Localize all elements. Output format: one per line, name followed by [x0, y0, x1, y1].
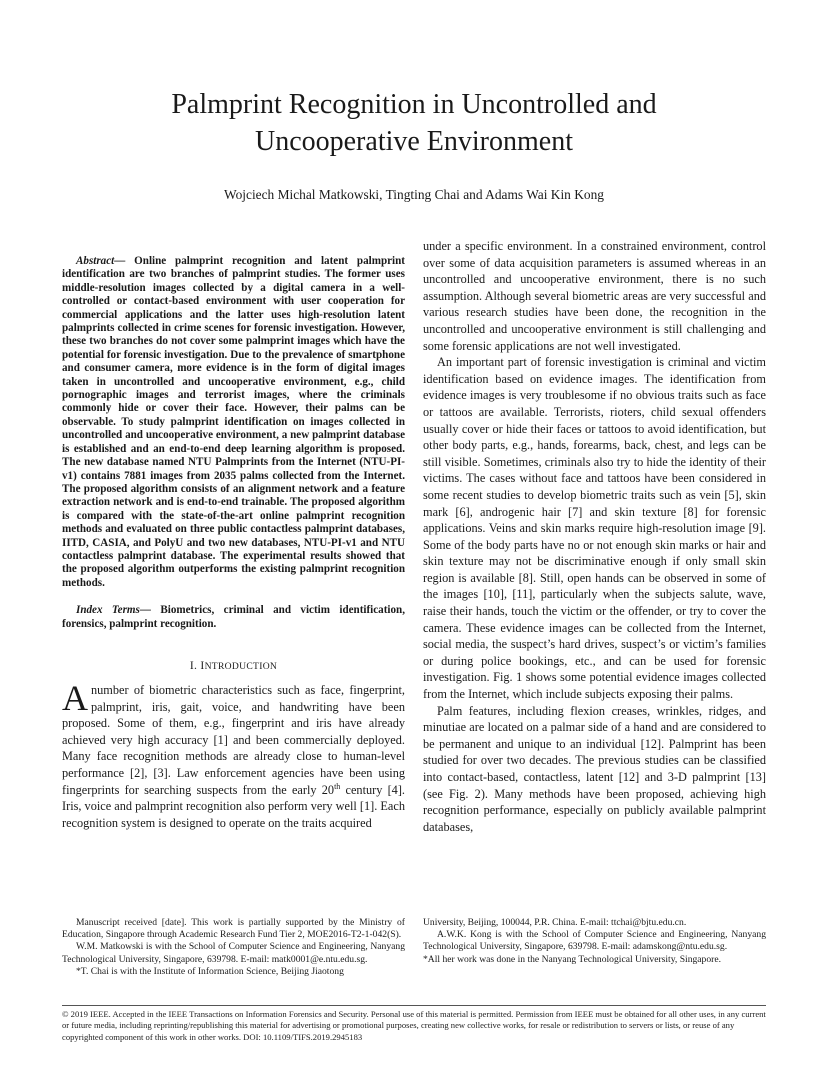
intro-p1-part-b: century [4]. Iris, voice and palmprint recognition also perform very well [1]. Each recognition system is designed to operate on the traits acquired: [62, 782, 405, 830]
abstract-text: Online palmprint recognition and latent palmprint identification are two branches of palmprint studies. The former uses middle-resolution images collected by a digital camera in a well-controlled or contact-based environment with user cooperation for commercial applications and the latter uses high-resolution latent palmprints collected in crime scenes for forensic investigation. However, these two branches do not cover some palmprint images which have the potential for forensic investigation. Due to the prevalence of smartphone and consumer camera, more evidence is in the form of digital images taken in uncontrolled and uncooperative environment, e.g., child pornographic images and terrorist images, where the criminals commonly hide or cover their face. However, their palms can be observable. To study palmprint identification on images collected in uncontrolled and uncooperative environment, a new palmprint database is established and an end-to-end deep learning algorithm is proposed. The new database named NTU Palmprints from the Internet (NTU-PI-v1) contains 7881 images from 2035 palms collected from the Internet. The proposed algorithm consists of an alignment network and a feature extraction network and is end-to-end trainable. The proposed algorithm is compared with the state-of-the-art online palmprint recognition methods and evaluated on three public contactless palmprint databases, IITD, CASIA, and PolyU and two new databases, NTU-PI-v1 and NTU contactless palmprint database. The experimental results showed that the proposed algorithm outperforms the existing palmprint recognition methods.: [62, 255, 405, 589]
right-column: [423, 238, 766, 835]
copyright-divider: [62, 1005, 766, 1006]
intro-paragraph-1: [62, 677, 405, 831]
copyright-notice: © 2019 IEEE. Accepted in the IEEE Transactions on Information Forensics and Security. Personal use of this material is permitted. Permission from IEEE must be obtained for all other uses, in any current or future media, including reprinting/republishing this material for advertising or promotional purposes, creating new collective works, for resale or redistribution to servers or lists, or reuse of any copyrighted component of this work in other works. DOI: 10.1109/TIFS.2019.2945183: [62, 1009, 766, 1042]
intro-paragraph-1-continued: under a specific environment. In a constrained environment, control over some of data acquisition parameters is assumed whereas in an uncontrolled and uncooperative environment, there is no such assumption. Although several biometric areas are very successful and various research studies have been done, the recognition in the uncontrolled and uncooperative environment is still challenging and some forensic applications are not well investigated.: [423, 239, 766, 353]
footnote-manuscript: Manuscript received [date]. This work is partially supported by the Ministry of Education, Singapore through Academic Research Fund Tier 2, MOE2016-T2-1-042(S).: [62, 917, 405, 941]
section-rest: NTRODUCTION: [204, 660, 278, 672]
abstract: [62, 255, 405, 590]
intro-paragraph-3: Palm features, including flexion creases, wrinkles, ridges, and minutiae are located on a palmar side of a hand and are considered to be permanent and unique to an individual [12]. Palmprint has been studied for over two decades. The previous studies can be classified into contact-based, contactless, latent [12] and 3-D palmprint [13] (see Fig. 2). Many methods have been proposed, achieving high recognition performance, especially on publicly available palmprint databases,: [423, 703, 766, 834]
section-numeral: I.: [189, 658, 198, 672]
section-first-letter: I: [200, 658, 205, 672]
footnote-chai: *T. Chai is with the Institute of Information Science, Beijing Jiaotong: [76, 965, 344, 977]
footnote-chai-continued: University, Beijing, 100044, P.R. China. E-mail: ttchai@bjtu.edu.cn.: [423, 917, 687, 928]
footnote-kong: A.W.K. Kong is with the School of Computer Science and Engineering, Nanyang Technological University, Singapore, 639798. E-mail: adamskong@ntu.edu.sg.: [423, 929, 766, 953]
author-list: Wojciech Michal Matkowski, Tingting Chai and Adams Wai Kin Kong: [224, 187, 604, 202]
footnotes-right: [423, 917, 766, 966]
drop-cap: A: [62, 677, 88, 718]
index-terms-text: Biometrics, criminal and victim identification, forensics, palmprint recognition.: [62, 604, 405, 630]
index-terms-label: Index Terms—: [76, 604, 151, 617]
index-terms: [62, 604, 405, 631]
title-line-2: Uncooperative Environment: [254, 126, 573, 157]
title-line-1: Palmprint Recognition in Uncontrolled and: [171, 89, 657, 120]
footnote-matkowski: W.M. Matkowski is with the School of Computer Science and Engineering, Nanyang Technological University, Singapore, 639798. E-mail: matk0001@e.ntu.edu.sg.: [62, 941, 405, 965]
intro-paragraph-2: An important part of forensic investigation is criminal and victim identification based on evidence images. The identification from evidence images is very troublesome if no obvious traits such as face or tattoos are available. Terrorists, rioters, child sexual offenders usually cover or hide their faces or tattoos to avoid identification, but other body parts, e.g., hands, forearms, back, chest, and legs can be still visible. Sometimes, criminals also try to hide the identity of their victims. The cases without face and tattoos have been considered in some recent studies to develop biometric traits such as vein [5], skin mark [6], androgenic hair [7] and skin texture [8] for forensic applications. Veins and skin marks require high-resolution image [9]. Some of the body parts have no or not enough skin marks or hair and skin texture may not be discriminative enough if only small skin region is available [8]. Still, open hands can be observed in some of the images [10], [11], particularly when the subjects salute, wave, raise their hands, touch the victim or the offender, or try to cover the camera. These evidence images can be collected from the Internet, social media, the suspect’s hard drives, suspect’s or victim’s families or during police bookings, etc., and can be used for forensic investigation. Fig. 1 shows some potential evidence images collected from the Internet, which include subjects exposing their palms.: [423, 355, 766, 702]
left-column: [62, 238, 405, 831]
section-heading-introduction: [62, 659, 405, 672]
intro-p1-part-a: number of biometric characteristics such as face, fingerprint, palmprint, iris, gait, voice, and handwriting have been proposed. Some of them, e.g., fingerprint and iris have already achieved very high accuracy [1] and been commercially deployed. Many face recognition methods are already close to human-level performance [2], [3]. Law enforcement agencies have been using fingerprints for searching suspects from the early 20: [62, 682, 405, 797]
paper-title: [60, 86, 768, 160]
abstract-label: Abstract—: [76, 255, 126, 267]
footnotes-left: [62, 917, 405, 978]
superscript-th: th: [334, 781, 341, 791]
footnote-note: *All her work was done in the Nanyang Technological University, Singapore.: [423, 953, 721, 965]
